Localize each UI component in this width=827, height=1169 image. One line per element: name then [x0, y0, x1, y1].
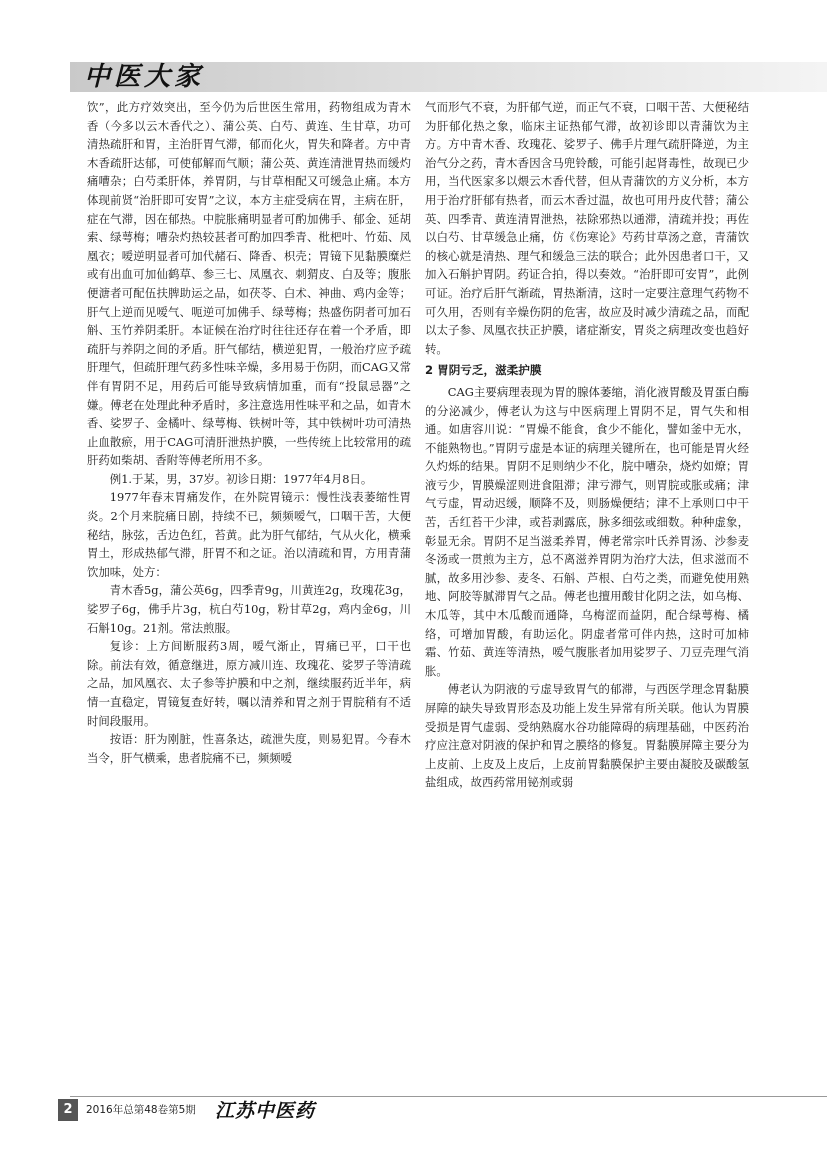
footer-divider: [70, 1096, 827, 1097]
issue-info: 2016年总第48卷第5期: [86, 1104, 196, 1116]
paragraph: 饮”，此方疗效突出，至今仍为后世医生常用，药物组成为青木香（今多以云木香代之）、蒲公英、白芍、黄连、生甘草，功可清热疏肝和胃，主治肝胃气滞，郁而化火，胃失和降者。方中青木香疏肝达郁，可使郁解而气顺；蒲公英、黄连清泄胃热而缓灼痛嘈杂；白芍柔肝体，养胃阴，与甘草相配又可缓急止痛。本方体现前贤“治肝即可安胃”之议，本方主症受病在胃，主病在肝，症在气滞，因在郁热。中脘胀痛明显者可酌加佛手、郁金、延胡索、绿萼梅；嘈杂灼热较甚者可酌加四季青、枇杷叶、竹茹、凤凰衣；嗳逆明显者可加代赭石、降香、枳壳；胃镜下见黏膜糜烂或有出血可加仙鹤草、参三七、凤凰衣、刺猬皮、白及等；腹胀便溏者可配伍扶脾助运之品，如茯苓、白术、神曲、鸡内金等；肝气上逆而见嗳气、呃逆可加佛手、绿萼梅；热盛伤阴者可加石斛、玉竹养阴柔肝。本证候在治疗时往往还存在着一个矛盾，即疏肝与养阴之间的矛盾。肝气郁结，横逆犯胃，一般治疗应予疏肝理气，但疏肝理气药多性味辛燥，多用易于伤阴，而CAG又常伴有胃阴不足，用药后可能导致病情加重，而有“投鼠忌器”之嫌。傅老在处理此种矛盾时，多注意选用性味平和之品，如青木香、娑罗子、金橘叶、绿萼梅、铁树叶等，其中铁树叶功可清热止血散瘀，用于CAG可清肝泄热护膜，一些传统上比较常用的疏肝药如柴胡、香附等傅老所用不多。: [87, 100, 411, 468]
right-column: [425, 98, 749, 792]
paragraph: 复诊：上方间断服药3周，嗳气渐止，胃痛已平，口干也除。前法有效，循意继进，原方减川连、玫瑰花、娑罗子等清疏之品，加风凰衣、太子参等护膜和中之剂，继续服药近半年，病情一直稳定，胃镜复查好转，嘱以清养和胃之剂于胃脘稍有不适时间段服用。: [87, 639, 411, 728]
section-title: 中医大家: [84, 62, 205, 92]
paragraph: CAG主要病理表现为胃的腺体萎缩，消化液胃酸及胃蛋白酶的分泌减少，傅老认为这与中医病理上胃阴不足，胃气失和相通。如唐容川说：“胃燥不能食，食少不能化，譬如釜中无水，不能熟物也。”胃阴亏虚是本证的病理关键所在，也可能是胃火经久灼烁的结果。胃阴不足则纳少不化，脘中嘈杂，烧灼如燎；胃液亏少，胃膜燥涩则进食阻滞；津亏滞气，则胃脘或胀或痛；津气亏虚，胃动迟缓，顺降不及，则肠燥便结；津不上承则口中干苦，舌红苔干少津，或苔剥露底，脉多细弦或细数。种种虚象，彰显无余。胃阴不足当滋柔养胃，傅老常宗叶氏养胃汤、沙参麦冬汤或一贯煎为主方，总不离滋养胃阴为治疗大法，但求滋而不腻，故多用沙参、麦冬、石斛、芦根、白芍之类，而避免使用熟地、阿胶等腻滞胃气之品。傅老也擅用酸甘化阴之法，如乌梅、木瓜等，其中木瓜酸而通降，乌梅涩而益阴，配合绿萼梅、橘络，可增加胃酸，有助运化。阴虚者常可伴内热，这时可加柿霜、竹茹、黄连等清热，嗳气腹胀者加用娑罗子、刀豆壳理气消胀。: [425, 384, 749, 678]
paragraph: 例1.于某，男，37岁。初诊日期：1977年4月8日。: [109, 471, 373, 486]
journal-logo: 江苏中医药: [215, 1100, 316, 1122]
section-heading: 2 胃阴亏乏，滋柔护膜: [425, 363, 542, 378]
paragraph: 气而形气不衰，为肝郁气逆，而正气不衰，口咽干苦、大便秘结为肝郁化热之象，临床主证热郁气滞，故初诊即以青蒲饮为主方。方中青木香、玫瑰花、娑罗子、佛手片理气疏肝降逆，为主治气分之药，青木香因含马兜铃酸，可能引起肾毒性，故现已少用，当代医家多以煨云木香代替，但从青蒲饮的方义分析，本方用于治疗肝郁有热者，而云木香过温，故也可用丹皮代替；蒲公英、四季青、黄连清胃泄热，祛除邪热以通滞，清疏并投；再佐以白芍、甘草缓急止痛，仿《伤寒论》芍药甘草汤之意，青蒲饮的核心就是清热、理气和缓急三法的联合；此外因患者口干，又加入石斛护胃阴。药证合拍，得以奏效。“治肝即可安胃”，此例可证。治疗后肝气渐疏，胃热渐清，这时一定要注意理气药物不可久用，否则有辛燥伤阴的危害，故应及时减少清疏之品，而配以太子参、凤凰衣扶正护膜，诸症渐安，胃炎之病理改变也趋好转。: [425, 100, 749, 356]
page-number: 2: [58, 1099, 78, 1121]
paragraph: 按语：肝为刚脏，性喜条达，疏泄失度，则易犯胃。今春木当令，肝气横乘，患者脘痛不已，频频嗳: [87, 732, 411, 765]
paragraph: 1977年春末胃痛发作，在外院胃镜示：慢性浅表萎缩性胃炎。2个月来脘痛日剧，持续不已，频频嗳气，口咽干苦，大便秘结，脉弦，舌边色红，苔黄。此为肝气郁结，气从火化，横乘胃土，形成热郁气滞，肝胃不和之证。治以清疏和胃，方用青蒲饮加味，处方：: [87, 490, 411, 579]
paragraph: 青木香5g，蒲公英6g，四季青9g，川黄连2g，玫瑰花3g，娑罗子6g，佛手片3g，杭白芍10g，粉甘草2g，鸡内金6g，川石斛10g。21剂。常法煎服。: [87, 583, 411, 635]
paragraph: 傅老认为阴液的亏虚导致胃气的郁滞，与西医学理念胃黏膜屏障的缺失导致胃形态及功能上发生异常有所关联。他认为胃膜受损是胃气虚弱、受纳熟腐水谷功能障碍的病理基础，中医药治疗应注意对阴液的保护和胃之膜络的修复。胃黏膜屏障主要分为上皮前、上皮及上皮后，上皮前胃黏膜保护主要由凝胶及碳酸氢盐组成，故西药常用铋剂或弱: [425, 682, 749, 790]
left-column: [87, 98, 411, 767]
